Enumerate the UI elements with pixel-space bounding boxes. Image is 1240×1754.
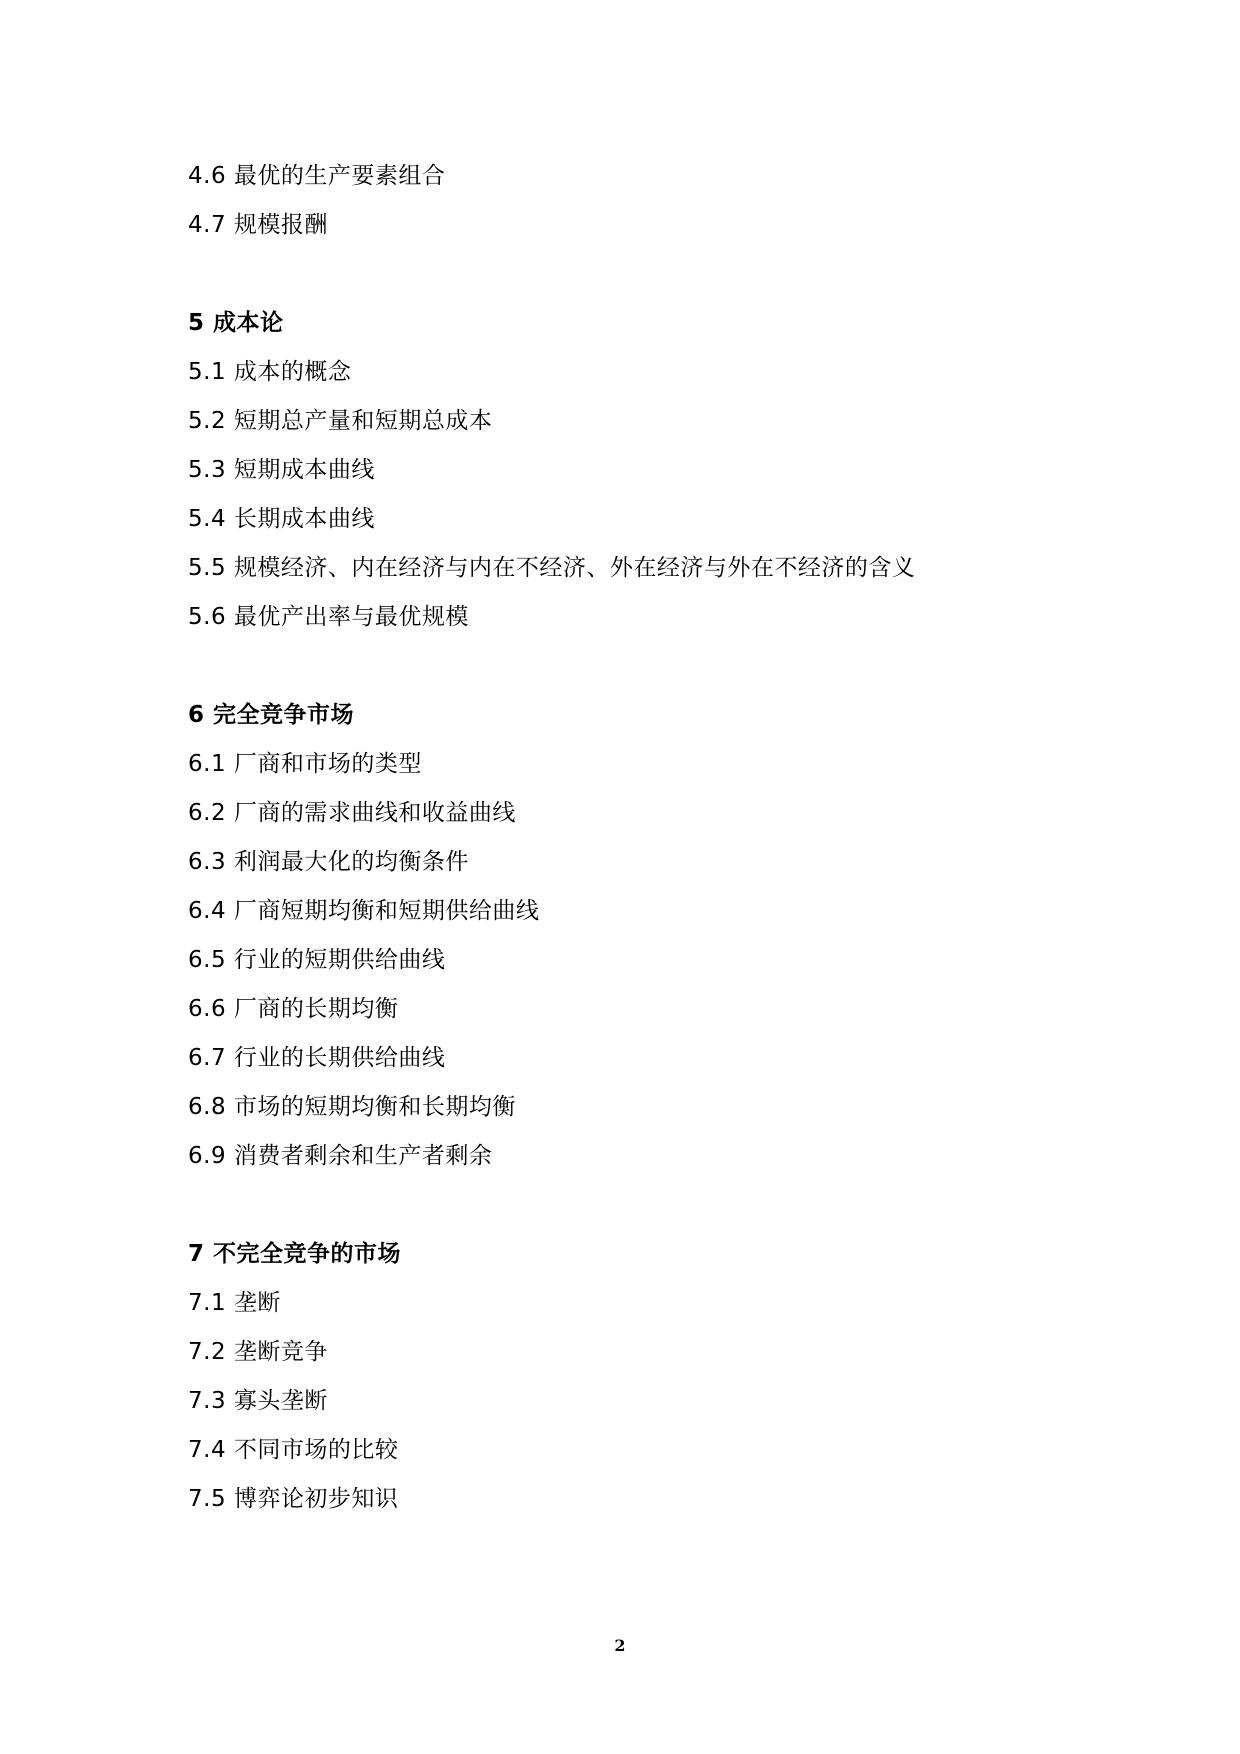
toc-item: 5.4 长期成本曲线 xyxy=(188,506,375,532)
toc-item: 5.2 短期总产量和短期总成本 xyxy=(188,408,493,434)
toc-item: 7.2 垄断竞争 xyxy=(188,1339,328,1365)
toc-item: 5.1 成本的概念 xyxy=(188,359,352,385)
chapter-heading: 7 不完全竞争的市场 xyxy=(188,1241,402,1267)
section-spacer xyxy=(188,1181,1088,1230)
toc-item: 4.6 最优的生产要素组合 xyxy=(188,163,446,189)
toc-item: 6.1 厂商和市场的类型 xyxy=(188,751,422,777)
toc-item: 6.4 厂商短期均衡和短期供给曲线 xyxy=(188,898,540,924)
toc-item: 6.8 市场的短期均衡和长期均衡 xyxy=(188,1094,516,1120)
page-number: 2 xyxy=(614,1636,626,1655)
toc-item: 7.1 垄断 xyxy=(188,1290,281,1316)
toc-item: 5.6 最优产出率与最优规模 xyxy=(188,604,469,630)
toc-item: 5.3 短期成本曲线 xyxy=(188,457,375,483)
toc-item: 4.7 规模报酬 xyxy=(188,212,328,238)
section-spacer xyxy=(188,642,1088,691)
table-of-contents xyxy=(188,152,1088,1524)
toc-item: 6.3 利润最大化的均衡条件 xyxy=(188,849,469,875)
toc-item: 6.6 厂商的长期均衡 xyxy=(188,996,399,1022)
chapter-heading: 6 完全竞争市场 xyxy=(188,702,355,728)
toc-item: 7.3 寡头垄断 xyxy=(188,1388,328,1414)
toc-item: 6.2 厂商的需求曲线和收益曲线 xyxy=(188,800,516,826)
toc-item: 5.5 规模经济、内在经济与内在不经济、外在经济与外在不经济的含义 xyxy=(188,555,916,581)
toc-item: 7.4 不同市场的比较 xyxy=(188,1437,399,1463)
chapter-heading: 5 成本论 xyxy=(188,310,284,336)
toc-item: 6.5 行业的短期供给曲线 xyxy=(188,947,446,973)
toc-item: 7.5 博弈论初步知识 xyxy=(188,1486,399,1512)
toc-item: 6.7 行业的长期供给曲线 xyxy=(188,1045,446,1071)
section-spacer xyxy=(188,250,1088,299)
toc-item: 6.9 消费者剩余和生产者剩余 xyxy=(188,1143,493,1169)
